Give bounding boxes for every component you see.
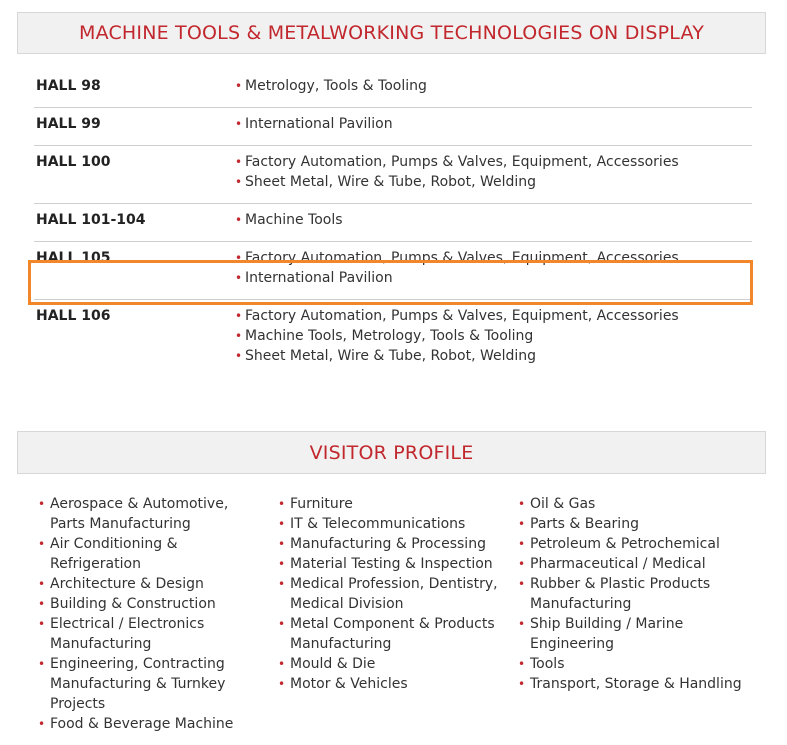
visitor-profile-section-title: VISITOR PROFILE [309,441,474,464]
visitor-profile-item-line: Projects [50,696,106,712]
bullet-icon: • [518,537,526,551]
visitor-profile-item [278,534,518,554]
bullet-icon: • [518,517,526,531]
visitor-profile-item [278,494,518,514]
bullet-icon: • [518,657,526,671]
visitor-profile-item-label [530,534,758,554]
visitor-profile-item-label [530,514,758,534]
bullet-icon: • [235,117,243,131]
hall-items [235,152,752,192]
visitor-profile-item-line: Manufacturing [290,636,392,652]
visitor-profile-item-label [290,534,518,554]
bullet-icon: • [278,577,286,591]
visitor-profile-item [38,574,278,594]
bullet-icon: • [518,677,526,691]
visitor-profile-item [38,594,278,614]
visitor-profile-item-line: Electrical / Electronics [50,616,205,632]
visitor-profile-column [38,494,278,734]
hall-item-label: International Pavilion [245,116,393,132]
bullet-icon: • [38,577,46,591]
bullet-icon: • [38,657,46,671]
machine-tools-section-header [17,12,766,54]
bullet-icon: • [235,155,243,169]
visitor-profile-item-label [50,614,278,654]
visitor-profile-item-line: IT & Telecommunications [290,516,466,532]
visitor-profile-item-line: Engineering, Contracting [50,656,225,672]
visitor-profile-item-label [50,714,278,734]
bullet-icon: • [518,557,526,571]
hall-item [235,172,752,192]
bullet-icon: • [518,617,526,631]
hall-item [235,248,752,268]
visitor-profile-item-label [290,654,518,674]
bullet-icon: • [278,677,286,691]
visitor-profile-item-label [530,614,758,654]
hall-items [235,114,752,134]
visitor-profile-item [38,654,278,714]
visitor-profile-item-label [290,674,518,694]
visitor-profile-item-line: Petroleum & Petrochemical [530,536,720,552]
visitor-profile-item-line: Medical Profession, Dentistry, [290,576,498,592]
visitor-profile-item-label [50,494,278,534]
hall-items [235,248,752,288]
visitor-profile-item-line: Architecture & Design [50,576,204,592]
bullet-icon: • [38,497,46,511]
hall-item-label: Machine Tools, Metrology, Tools & Tooling [245,328,534,344]
hall-item [235,346,752,366]
visitor-profile-item-line: Material Testing & Inspection [290,556,493,572]
visitor-profile-item-label [290,574,518,614]
hall-item [235,306,752,326]
hall-item-label: International Pavilion [245,270,393,286]
hall-row [34,300,752,377]
visitor-profile-item-line: Manufacturing & Turnkey [50,676,226,692]
visitor-profile-item [278,514,518,534]
bullet-icon: • [235,175,243,189]
hall-item-label: Machine Tools [245,212,343,228]
hall-item-label: Factory Automation, Pumps & Valves, Equipment, Accessories [245,154,679,170]
visitor-profile-item-line: Manufacturing & Processing [290,536,486,552]
hall-item [235,326,752,346]
hall-item-label: Factory Automation, Pumps & Valves, Equipment, Accessories [245,308,679,324]
bullet-icon: • [278,557,286,571]
bullet-icon: • [235,309,243,323]
visitor-profile-item-line: Transport, Storage & Handling [530,676,742,692]
hall-item-label: Factory Automation, Pumps & Valves, Equipment, Accessories [245,250,679,266]
visitor-profile-list [38,494,778,734]
visitor-profile-item-line: Parts Manufacturing [50,516,191,532]
visitor-profile-item-label [530,654,758,674]
bullet-icon: • [278,537,286,551]
visitor-profile-item-line: Pharmaceutical / Medical [530,556,706,572]
visitor-profile-item-line: Rubber & Plastic Products [530,576,711,592]
visitor-profile-column [278,494,518,734]
visitor-profile-item-line: Tools [530,656,565,672]
bullet-icon: • [518,497,526,511]
hall-name: HALL 98 [36,78,101,94]
visitor-profile-item [518,554,758,574]
hall-item [235,152,752,172]
visitor-profile-item [518,514,758,534]
visitor-profile-item [518,654,758,674]
visitor-profile-item-line: Aerospace & Automotive, [50,496,229,512]
visitor-profile-item [518,574,758,614]
visitor-profile-item-line: Metal Component & Products [290,616,495,632]
hall-item [235,210,752,230]
visitor-profile-item [518,494,758,514]
visitor-profile-item-line: Refrigeration [50,556,141,572]
bullet-icon: • [38,617,46,631]
visitor-profile-item-label [50,574,278,594]
visitor-profile-item [38,494,278,534]
hall-item-label: Sheet Metal, Wire & Tube, Robot, Welding [245,348,537,364]
machine-tools-section-title: MACHINE TOOLS & METALWORKING TECHNOLOGIES ON DISPLAY [78,22,704,44]
bullet-icon: • [278,517,286,531]
visitor-profile-item-line: Motor & Vehicles [290,676,408,692]
hall-name: HALL 99 [36,116,101,132]
visitor-profile-item [518,674,758,694]
hall-items [235,306,752,366]
hall-name: HALL 106 [36,308,111,324]
visitor-profile-item-line: Building & Construction [50,596,216,612]
bullet-icon: • [38,717,46,731]
visitor-profile-item [38,534,278,574]
bullet-icon: • [278,497,286,511]
bullet-icon: • [235,271,243,285]
hall-item [235,114,752,134]
visitor-profile-item [278,554,518,574]
bullet-icon: • [235,79,243,93]
hall-row [34,70,752,108]
hall-item [235,268,752,288]
visitor-profile-item-line: Ship Building / Marine [530,616,684,632]
visitor-profile-item-label [50,654,278,714]
visitor-profile-item [278,574,518,614]
visitor-profile-item-label [50,594,278,614]
visitor-profile-item-label [530,554,758,574]
visitor-profile-item-label [530,674,758,694]
hall-row [34,108,752,146]
bullet-icon: • [518,577,526,591]
visitor-profile-item-label [290,494,518,514]
hall-name: HALL 101-104 [36,212,146,228]
visitor-profile-item-line: Food & Beverage Machine [50,716,234,732]
visitor-profile-item-label [50,534,278,574]
visitor-profile-item-line: Furniture [290,496,353,512]
visitor-profile-item-line: Air Conditioning & [50,536,178,552]
visitor-profile-item [518,534,758,554]
hall-item [235,76,752,96]
visitor-profile-item-line: Engineering [530,636,614,652]
visitor-profile-item-label [290,554,518,574]
bullet-icon: • [235,251,243,265]
visitor-profile-column [518,494,758,734]
hall-row [34,146,752,204]
visitor-profile-item-line: Manufacturing [50,636,152,652]
bullet-icon: • [235,213,243,227]
hall-row [34,242,752,300]
visitor-profile-item-label [530,574,758,614]
bullet-icon: • [38,597,46,611]
visitor-profile-item-line: Parts & Bearing [530,516,639,532]
bullet-icon: • [38,537,46,551]
bullet-icon: • [278,617,286,631]
visitor-profile-item [38,614,278,654]
visitor-profile-item-label [530,494,758,514]
visitor-profile-item-line: Medical Division [290,596,404,612]
bullet-icon: • [278,657,286,671]
visitor-profile-item-label [290,614,518,654]
visitor-profile-item [278,654,518,674]
visitor-profile-item [278,674,518,694]
hall-item-label: Metrology, Tools & Tooling [245,78,427,94]
visitor-profile-item-line: Mould & Die [290,656,376,672]
visitor-profile-item [518,614,758,654]
visitor-profile-item-line: Manufacturing [530,596,632,612]
hall-name: HALL 100 [36,154,111,170]
bullet-icon: • [235,329,243,343]
visitor-profile-item [38,714,278,734]
hall-items [235,76,752,96]
bullet-icon: • [235,349,243,363]
visitor-profile-item [278,614,518,654]
hall-table [34,70,752,377]
visitor-profile-item-line: Oil & Gas [530,496,596,512]
hall-item-label: Sheet Metal, Wire & Tube, Robot, Welding [245,174,537,190]
visitor-profile-item-label [290,514,518,534]
visitor-profile-section-header [17,431,766,474]
hall-items [235,210,752,230]
hall-name: HALL 105 [36,250,111,266]
hall-row [34,204,752,242]
